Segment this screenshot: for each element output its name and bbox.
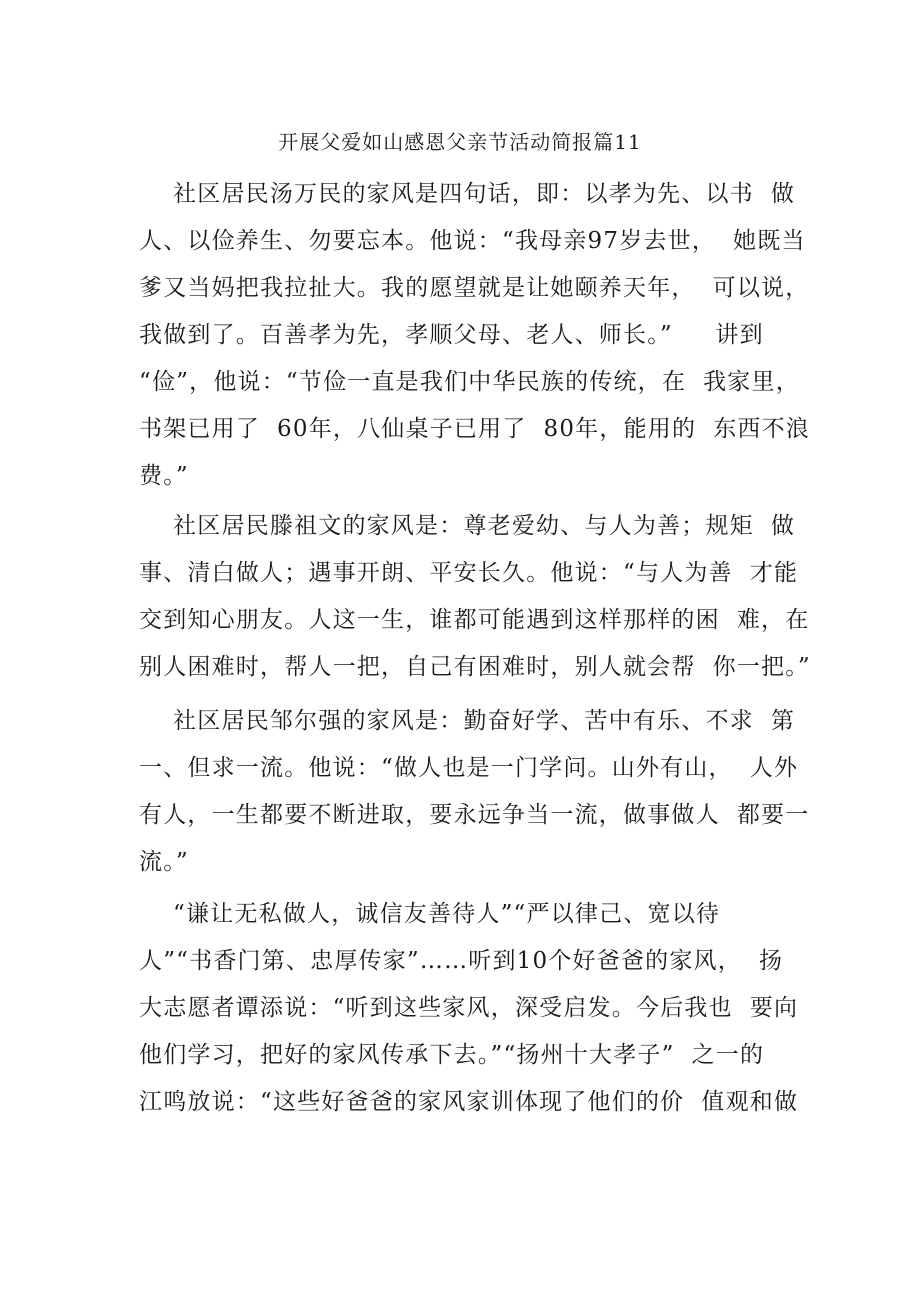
text-line-3: 爹又当妈把我拉扯大。我的愿望就是让她颐养天年， 可以说， [139, 275, 810, 301]
text-line-15: 流。” [139, 849, 189, 875]
document-title: 开展父爱如山感恩父亲节活动简报篇11 [278, 130, 642, 154]
text-line-20: 江鸣放说：“这些好爸爸的家风家训体现了他们的价 值观和做 [139, 1089, 799, 1115]
text-line-6: 书架已用了 60年，八仙桌子已用了 80年，能用的 东西不浪 [139, 416, 810, 442]
text-line-18: 大志愿者谭添说：“听到这些家风，深受启发。今后我也 要向 [139, 995, 799, 1021]
text-line-13: 一、但求一流。他说：“做人也是一门学问。山外有山， 人外 [139, 755, 799, 781]
text-line-4: 我做到了。百善孝为先，孝顺父母、老人、师长。” 讲到 [139, 322, 764, 348]
text-line-14: 有人，一生都要不断进取，要永远争当一流，做事做人 都要一 [139, 802, 810, 828]
text-line-8: 社区居民滕祖文的家风是：尊老爱幼、与人为善；规矩 做 [139, 513, 796, 539]
text-line-9: 事、清白做人；遇事开朗、平安长久。他说：“与人为善 才能 [139, 560, 799, 586]
text-line-5: “俭”，他说：“节俭一直是我们中华民族的传统，在 我家里， [139, 369, 800, 395]
text-line-10: 交到知心朋友。人这一生，谁都可能遇到这样那样的困 难，在 [139, 607, 810, 633]
text-line-19: 他们学习，把好的家风传承下去。”“扬州十大孝子” 之一的 [139, 1042, 765, 1068]
text-line-11: 别人困难时，帮人一把，自己有困难时，别人就会帮 你一把。” [139, 654, 811, 680]
text-line-7: 费。” [139, 463, 189, 489]
text-line-17: 人”“书香门第、忠厚传家”……听到10个好爸爸的家风， 扬 [139, 948, 784, 974]
text-line-12: 社区居民邹尔强的家风是：勤奋好学、苦中有乐、不求 第 [139, 708, 796, 734]
text-line-16: “谦让无私做人，诚信友善待人”“严以律己、宽以待 [139, 901, 721, 927]
text-line-1: 社区居民汤万民的家风是四句话，即：以孝为先、以书 做 [139, 181, 796, 207]
text-line-2: 人、以俭养生、勿要忘本。他说：“我母亲97岁去世， 她既当 [139, 228, 806, 254]
